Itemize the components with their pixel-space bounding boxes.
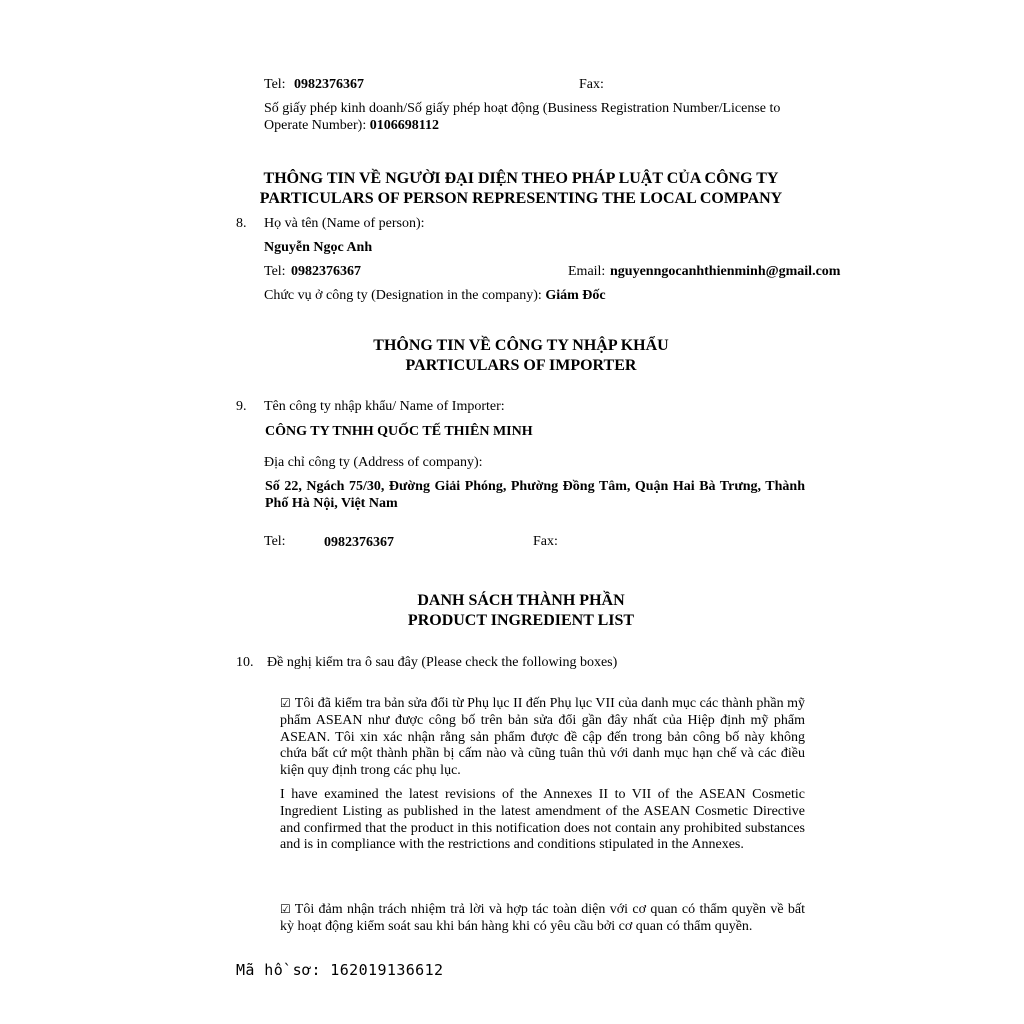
representative-name-label: Họ và tên (Name of person): bbox=[264, 216, 425, 231]
company-tel-label: Tel: bbox=[264, 77, 286, 92]
declaration-1-vi bbox=[280, 695, 805, 780]
importer-heading bbox=[236, 336, 806, 376]
representative-heading-en: PARTICULARS OF PERSON REPRESENTING THE LOCAL COMPANY bbox=[259, 190, 783, 207]
importer-address-label: Địa chỉ công ty (Address of company): bbox=[264, 455, 483, 470]
declaration-2-vi-text: Tôi đảm nhận trách nhiệm trả lời và hợp tác toàn diện với cơ quan có thẩm quyền về bất kỳ hoạt động kiểm soát sau khi bán hàng khi có yêu cầu bởi cơ quan có thẩm quyền. bbox=[280, 902, 805, 934]
representative-email-label: Email: bbox=[568, 264, 606, 279]
importer-tel-label: Tel: bbox=[264, 534, 286, 549]
representative-email: nguyenngocanhthienminh@gmail.com bbox=[610, 264, 841, 279]
importer-heading-en: PARTICULARS OF IMPORTER bbox=[405, 357, 637, 374]
representative-tel-label: Tel: bbox=[264, 264, 286, 279]
item-number-10: 10. bbox=[236, 655, 254, 670]
ingredients-heading-en: PRODUCT INGREDIENT LIST bbox=[407, 612, 635, 629]
company-fax-label: Fax: bbox=[579, 77, 604, 92]
importer-heading-vi: THÔNG TIN VỀ CÔNG TY NHẬP KHẨU bbox=[373, 337, 669, 354]
representative-tel: 0982376367 bbox=[291, 264, 361, 279]
representative-heading-vi: THÔNG TIN VỀ NGƯỜI ĐẠI DIỆN THEO PHÁP LUẬT CỦA CÔNG TY bbox=[263, 170, 779, 187]
item-number-9: 9. bbox=[236, 399, 247, 414]
business-license-number: 0106698112 bbox=[369, 118, 439, 133]
representative-designation bbox=[264, 287, 606, 304]
importer-address: Số 22, Ngách 75/30, Đường Giải Phóng, Phường Đồng Tâm, Quận Hai Bà Trưng, Thành Phố Hà Nội, Việt Nam bbox=[265, 479, 805, 511]
representative-name: Nguyễn Ngọc Anh bbox=[264, 240, 373, 255]
checkbox-1-icon[interactable]: ☑ bbox=[280, 696, 291, 710]
designation-value: Giám Đốc bbox=[545, 288, 606, 303]
company-tel-value: 0982376367 bbox=[294, 77, 364, 92]
item-number-8: 8. bbox=[236, 216, 247, 231]
importer-tel: 0982376367 bbox=[324, 535, 394, 550]
ingredients-heading-vi: DANH SÁCH THÀNH PHẦN bbox=[417, 592, 625, 609]
declaration-1-vi-text: Tôi đã kiểm tra bản sửa đổi từ Phụ lục II đến Phụ lục VII của danh mục các thành phần mỹ phẩm ASEAN như được công bố trên bản sửa đổi gần đây nhất của Hiệp định mỹ phẩm ASEAN. Tôi xin xác nhận rằng sản phẩm được đề cập đến trong bản công bố này không chứa bất cứ một thành phần bị cấm nào và cũng tuân thủ với danh mục hạn chế và các điều kiện quy định trong các phụ lục. bbox=[280, 696, 805, 779]
importer-name: CÔNG TY TNHH QUỐC TẾ THIÊN MINH bbox=[265, 424, 533, 439]
designation-label: Chức vụ ở công ty (Designation in the company): bbox=[264, 288, 542, 303]
importer-fax-label: Fax: bbox=[533, 534, 558, 549]
declaration-1-en: I have examined the latest revisions of the Annexes II to VII of the ASEAN Cosmetic Ingredient Listing as published in the latest amendment of the ASEAN Cosmetic Directive and confirmed that the product in this notification does not contain any prohibited substances and is in compliance with the restrictions and conditions stipulated in the Annexes. bbox=[280, 787, 805, 853]
importer-name-label: Tên công ty nhập khẩu/ Name of Importer: bbox=[264, 399, 505, 414]
check-instruction: Đề nghị kiểm tra ô sau đây (Please check the following boxes) bbox=[267, 655, 618, 670]
record-code: Mã hồ sơ: 162019136612 bbox=[236, 961, 444, 979]
checkbox-2-icon[interactable]: ☑ bbox=[280, 902, 291, 916]
ingredients-heading bbox=[236, 591, 806, 631]
business-license bbox=[264, 100, 805, 134]
business-license-label: Số giấy phép kinh doanh/Số giấy phép hoạt động (Business Registration Number/License to Operate Number): bbox=[264, 101, 781, 133]
representative-heading bbox=[236, 169, 806, 209]
declaration-2-vi bbox=[280, 901, 805, 936]
